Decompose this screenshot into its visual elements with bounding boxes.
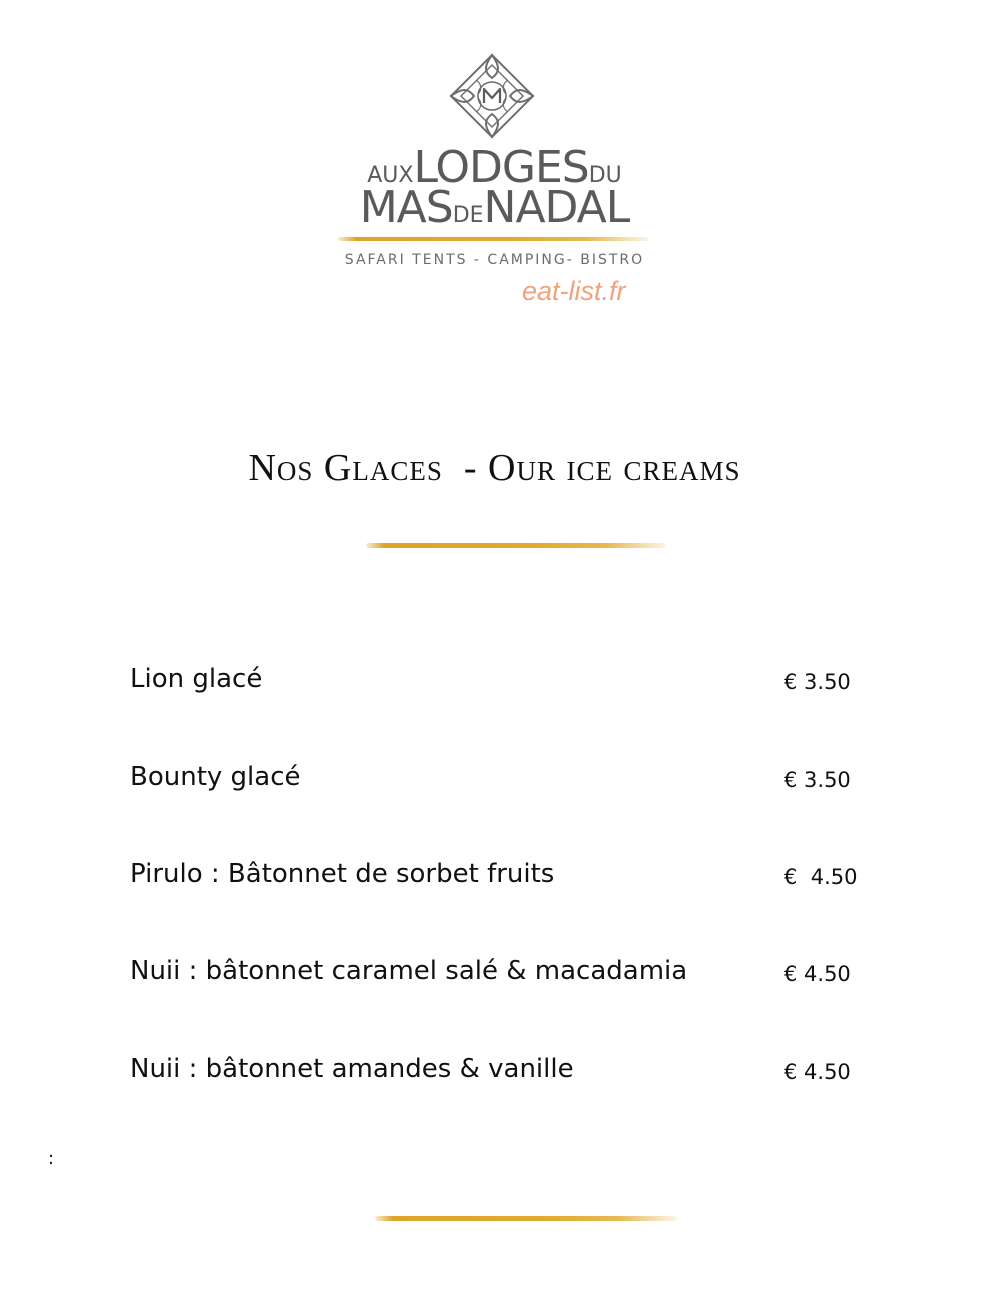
brand-word-lodges: LODGES (413, 142, 589, 193)
menu-item-price: € 4.50 (784, 865, 858, 889)
page-title: Nos Glaces - Our ice creams (248, 447, 741, 489)
stray-colon-mark: : (48, 1148, 55, 1169)
brand-name-line-2 (0, 182, 989, 233)
menu-item-name: Nuii : bâtonnet caramel salé & macadamia (130, 956, 688, 986)
menu-item-price: € 4.50 (784, 962, 851, 986)
menu-item-price: € 3.50 (784, 768, 851, 792)
logo-gold-brush-divider (338, 237, 648, 241)
menu-item-name: Pirulo : Bâtonnet de sorbet fruits (130, 859, 555, 889)
ornamental-diamond-monogram-icon (448, 52, 536, 140)
menu-item-price: € 3.50 (784, 670, 851, 694)
brand-word-aux: AUX (367, 163, 414, 188)
title-gold-brush-divider (366, 543, 666, 548)
menu-item-price: € 4.50 (784, 1060, 851, 1084)
menu-item-name: Lion glacé (130, 664, 263, 694)
menu-item-name: Nuii : bâtonnet amandes & vanille (130, 1054, 574, 1084)
bottom-gold-brush-divider (375, 1216, 677, 1221)
brand-word-mas: MAS (359, 182, 453, 233)
menu-item-name: Bounty glacé (130, 762, 301, 792)
watermark: eat-list.fr (522, 276, 626, 306)
brand-word-du: DU (588, 163, 622, 188)
brand-word-nadal: NADAL (483, 182, 630, 233)
brand-tagline: SAFARI TENTS - CAMPING- BISTRO (344, 252, 645, 268)
brand-word-de: DE (452, 203, 484, 228)
